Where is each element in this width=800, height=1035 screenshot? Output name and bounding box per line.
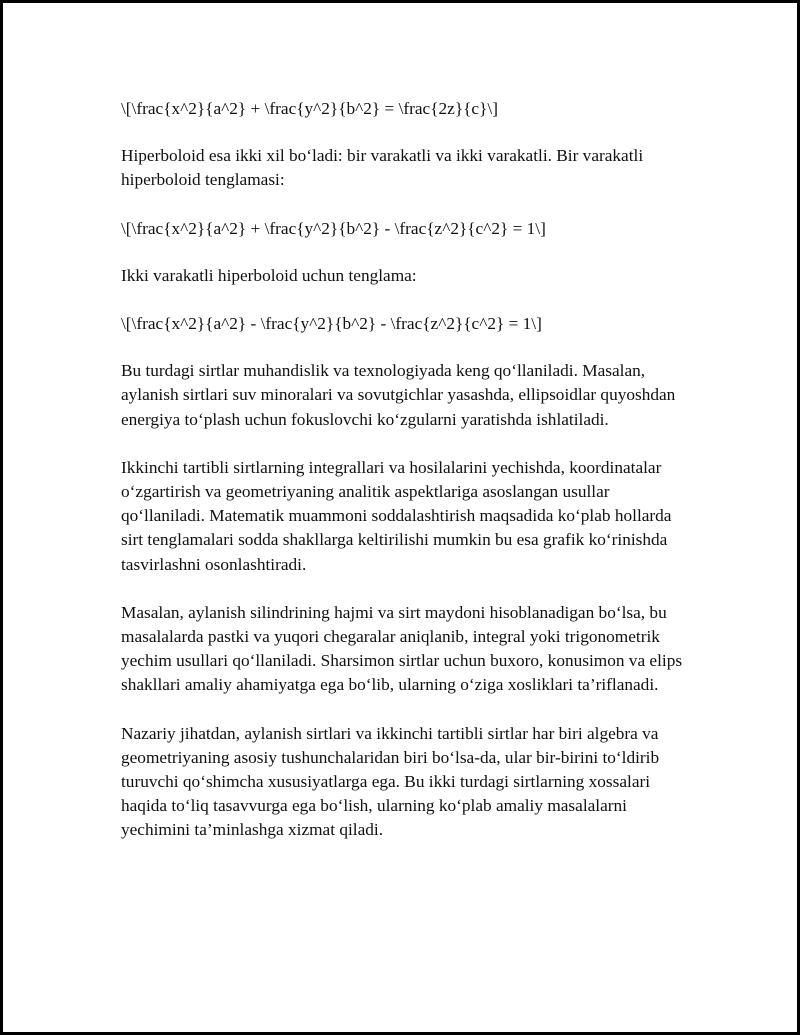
paragraph-methods: Ikkinchi tartibli sirtlarning integrallari va hosilalarini yechishda, koordinatalar o‘zgartirish va geometriyaning analitik aspektlariga asoslangan usullar qo‘llaniladi. Matematik muammoni soddalashtirish maqsadida ko‘plab hollarda sirt tenglamalari sodda shakllarga keltirilishi mumkin bu esa grafik ko‘rinishda tasvirlashni osonlashtiradi. bbox=[121, 457, 672, 574]
formula-one-sheet-hyperboloid: \[\frac{x^2}{a^2} + \frac{y^2}{b^2} - \frac{z^2}{c^2} = 1\] bbox=[121, 218, 546, 238]
paragraph-examples: Masalan, aylanish silindrining hajmi va sirt maydoni hisoblanadigan bo‘lsa, bu masalalarda pastki va yuqori chegaralar aniqlanib, integral yoki trigonometrik yechim usullari qo‘llaniladi. Sharsimon sirtlar uchun buxoro, konusimon va elips shakllari amaliy ahamiyatga ega bo‘lib, ularning o‘ziga xosliklari ta’riflanadi. bbox=[121, 602, 683, 695]
formula-paraboloid: \[\frac{x^2}{a^2} + \frac{y^2}{b^2} = \frac{2z}{c}\] bbox=[121, 99, 498, 118]
document-body bbox=[121, 97, 691, 867]
paragraph-hyperboloid-intro: Hiperboloid esa ikki xil bo‘ladi: bir varakatli va ikki varakatli. Bir varakatli hiperboloid tenglamasi: bbox=[121, 146, 644, 190]
paragraph-two-sheet-intro: Ikki varakatli hiperboloid uchun tenglama: bbox=[121, 265, 417, 285]
formula-two-sheet-hyperboloid: \[\frac{x^2}{a^2} - \frac{y^2}{b^2} - \frac{z^2}{c^2} = 1\] bbox=[121, 314, 542, 334]
paragraph-applications: Bu turdagi sirtlar muhandislik va texnologiyada keng qo‘llaniladi. Masalan, aylanish sirtlari suv minoralari va sovutgichlar yasashda, ellipsoidlar quyoshdan energiya to‘plash uchun fokuslovchi ko‘zgularni yaratishda ishlatiladi. bbox=[121, 361, 676, 429]
paragraph-theory: Nazariy jihatdan, aylanish sirtlari va ikkinchi tartibli sirtlar har biri algebra va geometriyaning asosiy tushunchalaridan biri bo‘lsa-da, ular bir-birini to‘ldirib turuvchi qo‘shimcha xususiyatlarga ega. Bu ikki turdagi sirtlarning xossalari haqida to‘liq tasavvurga ega bo‘lish, ularning ko‘plab amaliy masalalarni yechimini ta’minlashga xizmat qiladi. bbox=[121, 723, 660, 840]
